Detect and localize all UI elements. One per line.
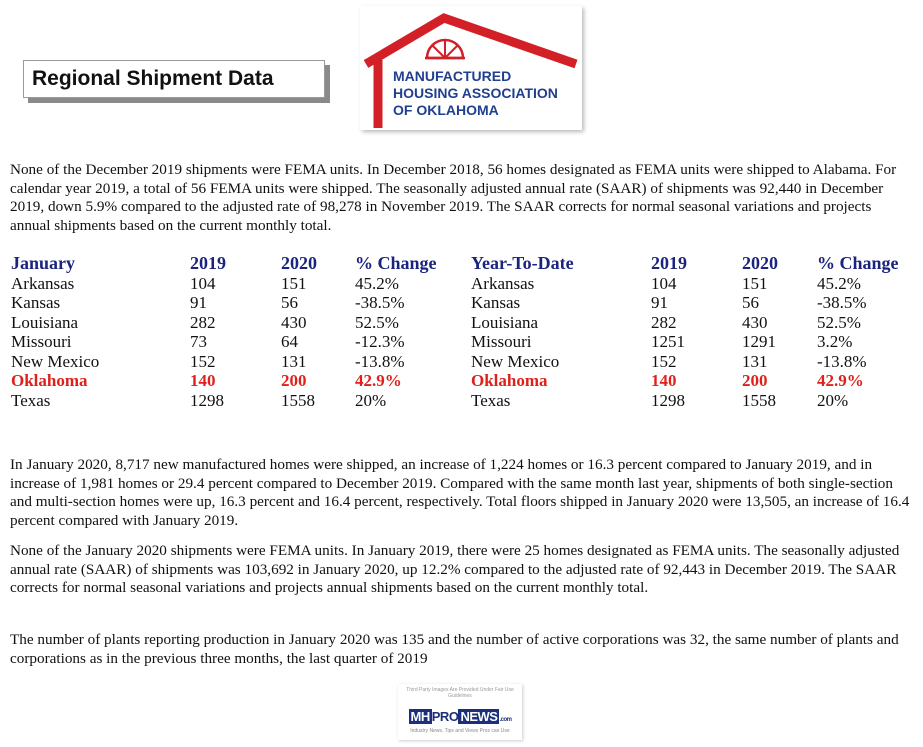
value-2019-cell: 91: [190, 293, 207, 313]
column-header: Year-To-Date: [471, 253, 574, 274]
value-2020-cell: 200: [742, 371, 768, 391]
state-cell: Oklahoma: [471, 371, 548, 391]
ytd-table: [471, 254, 917, 410]
value-2020-cell: 56: [742, 293, 759, 313]
page-title-text: Regional Shipment Data: [32, 67, 274, 90]
value-2020-cell: 56: [281, 293, 298, 313]
paragraph-december-fema: None of the December 2019 shipments were FEMA units. In December 2018, 56 homes designated as FEMA units were shipped to Alabama. For calendar year 2019, a total of 56 FEMA units were shipped. The seasonally adjusted annual rate (SAAR) of shipments was 92,440 in December 2019, down 5.9% compared to the adjusted rate of 98,278 in November 2019. The SAAR corrects for normal seasonal variations and projects annual shipments based on the current monthly total.: [10, 161, 897, 234]
fair-use-note: Third Party Images Are Provided Under Fair Use Guidelines: [406, 687, 514, 699]
change-cell: 42.9%: [817, 371, 864, 391]
january-table: [11, 254, 465, 410]
table-row: [471, 352, 917, 372]
table-row-highlight: [11, 371, 465, 391]
value-2020-cell: 151: [281, 273, 307, 293]
change-cell: -13.8%: [817, 351, 867, 371]
value-2019-cell: 282: [651, 312, 677, 332]
change-cell: -38.5%: [355, 293, 405, 313]
table-row-highlight: [471, 371, 917, 391]
change-cell: 45.2%: [355, 273, 399, 293]
table-row: [11, 313, 465, 333]
state-cell: New Mexico: [471, 351, 560, 371]
value-2020-cell: 131: [281, 351, 307, 371]
column-header: 2019: [190, 253, 226, 274]
logo-line-1: MANUFACTURED: [393, 68, 512, 84]
value-2019-cell: 104: [651, 273, 677, 293]
value-2019-cell: 1298: [190, 390, 224, 410]
table-row: [11, 352, 465, 372]
value-2019-cell: 1298: [651, 390, 685, 410]
paragraph-january-fema: None of the January 2020 shipments were FEMA units. In January 2019, there were 25 homes designated as FEMA units. The seasonally adjusted annual rate (SAAR) of shipments was 103,692 in January 2020, up 12.2% compared to the adjusted rate of 92,443 in December 2019. The SAAR corrects for normal seasonal variations and projects annual shipments based on the current monthly total.: [10, 542, 900, 596]
brand-tagline: Industry News, Tips and Views Pros can Use: [410, 728, 510, 734]
column-header: 2019: [651, 253, 687, 274]
state-cell: Kansas: [11, 293, 61, 313]
column-header: % Change: [355, 253, 437, 274]
state-cell: Oklahoma: [11, 371, 88, 391]
table-row: [11, 332, 465, 352]
value-2019-cell: 140: [190, 371, 216, 391]
paragraph-plants: The number of plants reporting production in January 2020 was 135 and the number of active corporations was 32, the same number of plants and corporations as in the previous three months, the last quarter of 2019: [10, 631, 899, 667]
table-header-row: [471, 254, 917, 274]
page-title: [23, 60, 325, 98]
table-row: [11, 293, 465, 313]
mhpronews-logo: [398, 684, 522, 740]
value-2019-cell: 1251: [651, 332, 685, 352]
column-header: 2020: [742, 253, 778, 274]
state-cell: Louisiana: [11, 312, 79, 332]
brand-domain: .com: [499, 717, 512, 723]
state-cell: Texas: [471, 390, 511, 410]
state-cell: Arkansas: [471, 273, 535, 293]
change-cell: -12.3%: [355, 332, 405, 352]
value-2019-cell: 140: [651, 371, 677, 391]
change-cell: 42.9%: [355, 371, 402, 391]
state-cell: New Mexico: [11, 351, 100, 371]
value-2020-cell: 1558: [281, 390, 315, 410]
value-2019-cell: 282: [190, 312, 216, 332]
brand-main: PRO: [431, 709, 459, 724]
value-2019-cell: 104: [190, 273, 216, 293]
brand-prefix: MH: [410, 709, 430, 724]
change-cell: -13.8%: [355, 351, 405, 371]
value-2020-cell: 1291: [742, 332, 776, 352]
change-cell: 52.5%: [355, 312, 399, 332]
change-cell: 20%: [355, 390, 387, 410]
change-cell: 45.2%: [817, 273, 861, 293]
state-cell: Louisiana: [471, 312, 539, 332]
value-2020-cell: 1558: [742, 390, 776, 410]
state-cell: Kansas: [471, 293, 521, 313]
logo-line-3: OF OKLAHOMA: [393, 102, 499, 118]
value-2019-cell: 91: [651, 293, 668, 313]
table-row: [11, 274, 465, 294]
column-header: % Change: [817, 253, 899, 274]
state-cell: Missouri: [11, 332, 72, 352]
change-cell: -38.5%: [817, 293, 867, 313]
value-2019-cell: 73: [190, 332, 207, 352]
change-cell: 20%: [817, 390, 849, 410]
table-row: [471, 274, 917, 294]
table-row: [471, 391, 917, 411]
state-cell: Arkansas: [11, 273, 75, 293]
change-cell: 3.2%: [817, 332, 853, 352]
table-row: [471, 313, 917, 333]
change-cell: 52.5%: [817, 312, 861, 332]
value-2020-cell: 430: [281, 312, 307, 332]
state-cell: Texas: [11, 390, 51, 410]
paragraph-january-shipments: In January 2020, 8,717 new manufactured homes were shipped, an increase of 1,224 homes or 16.3 percent compared to January 2019, and in increase of 1,981 homes or 29.4 percent compared to December 2019. Compared with the same month last year, shipments of both single-section and multi-section homes were up, 16.3 percent and 16.4 percent, respectively. Total floors shipped in January 2020 were 13,505, an increase of 16.4 percent compared with January 2019.: [10, 456, 910, 529]
table-row: [11, 391, 465, 411]
value-2020-cell: 64: [281, 332, 298, 352]
table-header-row: [11, 254, 465, 274]
value-2020-cell: 131: [742, 351, 768, 371]
column-header: January: [11, 253, 76, 274]
value-2019-cell: 152: [651, 351, 677, 371]
mhao-logo: [360, 6, 582, 130]
value-2020-cell: 200: [281, 371, 307, 391]
table-row: [471, 332, 917, 352]
value-2019-cell: 152: [190, 351, 216, 371]
brand-name: [398, 709, 522, 724]
logo-line-2: HOUSING ASSOCIATION: [393, 85, 558, 101]
brand-suffix: NEWS: [460, 709, 498, 724]
state-cell: Missouri: [471, 332, 532, 352]
value-2020-cell: 151: [742, 273, 768, 293]
column-header: 2020: [281, 253, 317, 274]
table-row: [471, 293, 917, 313]
value-2020-cell: 430: [742, 312, 768, 332]
